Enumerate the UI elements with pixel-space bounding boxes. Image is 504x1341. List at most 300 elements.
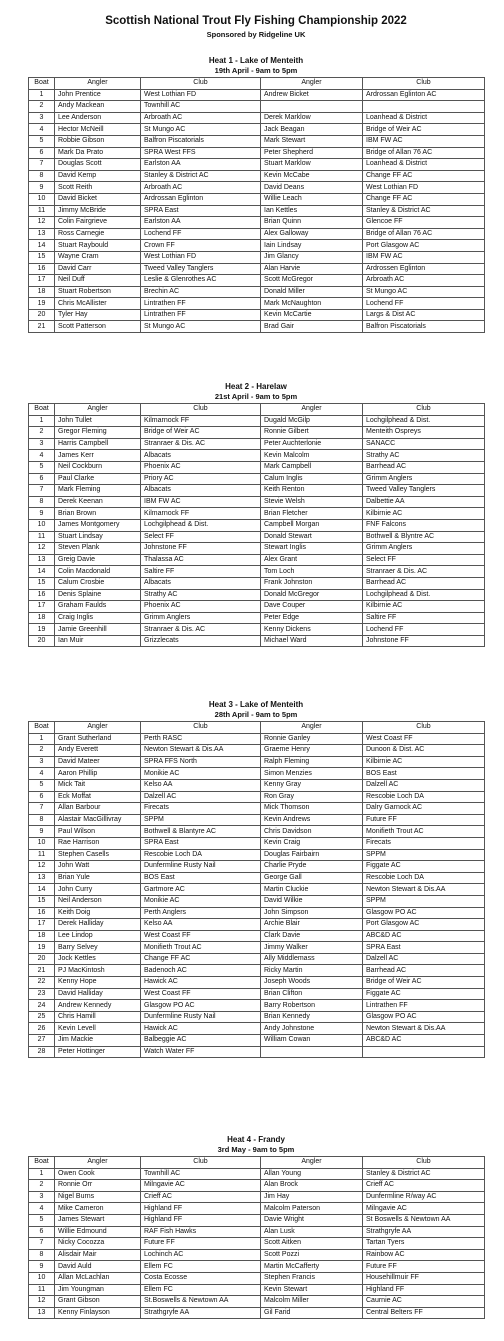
boat-number: 20	[29, 309, 55, 321]
boat-number: 9	[29, 1261, 55, 1273]
angler-name: Andrew Bicket	[261, 89, 363, 101]
club-name: West Coast FF	[141, 988, 261, 1000]
header-boat: Boat	[29, 722, 55, 734]
club-name: Strathgryfe AA	[141, 1307, 261, 1319]
angler-name: Brian Brown	[55, 508, 141, 520]
table-row	[29, 508, 485, 520]
table-row	[29, 589, 485, 601]
club-name: ABC&D AC	[363, 1035, 485, 1047]
boat-number: 2	[29, 427, 55, 439]
club-name: Bridge of Weir AC	[363, 977, 485, 989]
table-row	[29, 884, 485, 896]
angler-name: Derek Halliday	[55, 919, 141, 931]
boat-number: 11	[29, 1284, 55, 1296]
angler-name: Kevin Malcolm	[261, 450, 363, 462]
club-name: Stranraer & Dis. AC	[141, 624, 261, 636]
club-name: Grimm Anglers	[363, 543, 485, 555]
club-name: Loanhead & District	[363, 159, 485, 171]
club-name: Bridge of Allan 76 AC	[363, 228, 485, 240]
boat-number: 4	[29, 124, 55, 136]
angler-name: Stuart Lindsay	[55, 531, 141, 543]
angler-name: Archie Blair	[261, 919, 363, 931]
angler-name: Lee Lindop	[55, 930, 141, 942]
club-name: Milngavie AC	[363, 1203, 485, 1215]
club-name: Gartmore AC	[141, 884, 261, 896]
boat-number: 25	[29, 1011, 55, 1023]
table-row	[29, 182, 485, 194]
club-name: Phoenix AC	[141, 601, 261, 613]
angler-name: Peter Shepherd	[261, 147, 363, 159]
club-name: Barrhead AC	[363, 965, 485, 977]
club-name: Monikie AC	[141, 895, 261, 907]
angler-name: David Mateer	[55, 756, 141, 768]
table-row	[29, 124, 485, 136]
angler-name: James Kerr	[55, 450, 141, 462]
angler-name: Barry Selvey	[55, 942, 141, 954]
table-row	[29, 1168, 485, 1180]
table-row	[29, 1191, 485, 1203]
angler-name: Scott Reith	[55, 182, 141, 194]
angler-name: Joseph Woods	[261, 977, 363, 989]
angler-name: Brian Quinn	[261, 217, 363, 229]
club-name: Johnstone FF	[363, 635, 485, 647]
angler-name: William Cowan	[261, 1035, 363, 1047]
angler-name: David Carr	[55, 263, 141, 275]
boat-number: 15	[29, 251, 55, 263]
angler-name: Derek Keenan	[55, 496, 141, 508]
club-name: Dunfermline Rusty Nail	[141, 861, 261, 873]
angler-name: Keith Doig	[55, 907, 141, 919]
angler-name: Scott Aitken	[261, 1238, 363, 1250]
table-row	[29, 240, 485, 252]
angler-name: James Stewart	[55, 1214, 141, 1226]
angler-name: Colin Fairgrieve	[55, 217, 141, 229]
club-name: Lintrathen FF	[141, 309, 261, 321]
angler-name: Kevin Levell	[55, 1023, 141, 1035]
header-angler: Angler	[55, 78, 141, 90]
table-row	[29, 814, 485, 826]
club-name: SPPM	[141, 814, 261, 826]
table-row	[29, 837, 485, 849]
angler-name: Simon Menzies	[261, 768, 363, 780]
heat-title: Heat 3 - Lake of Menteith	[208, 700, 304, 709]
boat-number: 24	[29, 1000, 55, 1012]
angler-name: John Prentice	[55, 89, 141, 101]
angler-name: Jack Beagan	[261, 124, 363, 136]
club-name: Albacats	[141, 485, 261, 497]
angler-name: Keith Renton	[261, 485, 363, 497]
angler-name: Jim Mackie	[55, 1035, 141, 1047]
club-name: Future FF	[363, 814, 485, 826]
club-name: Ardrossan Eglinton AC	[363, 89, 485, 101]
angler-name: Scott Pozzi	[261, 1249, 363, 1261]
club-name: Kilbirnie AC	[363, 601, 485, 613]
angler-name: Malcolm Miller	[261, 1296, 363, 1308]
club-name: West Coast FF	[363, 733, 485, 745]
boat-number: 11	[29, 531, 55, 543]
table-row	[29, 1046, 485, 1058]
angler-name: Stewart Inglis	[261, 543, 363, 555]
heat-title: Heat 2 - Harelaw	[225, 382, 287, 391]
heat-date: 28th April - 9am to 5pm	[214, 710, 298, 719]
angler-name: Harris Campbell	[55, 438, 141, 450]
angler-name: Derek Marklow	[261, 112, 363, 124]
table-row	[29, 1307, 485, 1319]
table-row	[29, 1203, 485, 1215]
angler-name: Stephen Francis	[261, 1272, 363, 1284]
boat-number: 7	[29, 159, 55, 171]
club-name: Newton Stewart & Dis.AA	[363, 1023, 485, 1035]
boat-number: 11	[29, 205, 55, 217]
boat-number: 17	[29, 275, 55, 287]
club-name: Lochend FF	[363, 298, 485, 310]
club-name: Firecats	[363, 837, 485, 849]
angler-name: John Tullet	[55, 415, 141, 427]
table-row	[29, 756, 485, 768]
club-name: Highland FF	[363, 1284, 485, 1296]
angler-name: Alan Lusk	[261, 1226, 363, 1238]
angler-name: Mark McNaughton	[261, 298, 363, 310]
boat-number: 9	[29, 182, 55, 194]
club-name: Port Glasgow AC	[363, 919, 485, 931]
club-name: Earlston AA	[141, 217, 261, 229]
angler-name: James Montgomery	[55, 519, 141, 531]
angler-name: Mark Campbell	[261, 461, 363, 473]
angler-name: Tyler Hay	[55, 309, 141, 321]
club-name: Crown FF	[141, 240, 261, 252]
table-row	[29, 485, 485, 497]
table-row	[29, 263, 485, 275]
boat-number: 10	[29, 519, 55, 531]
table-row	[29, 1000, 485, 1012]
club-name: Dalzell AC	[141, 791, 261, 803]
table-row	[29, 1272, 485, 1284]
club-name: Highland FF	[141, 1203, 261, 1215]
club-name: Glencoe FF	[363, 217, 485, 229]
club-name: Grimm Anglers	[141, 612, 261, 624]
angler-name: Grant Sutherland	[55, 733, 141, 745]
boat-number: 5	[29, 779, 55, 791]
boat-number: 11	[29, 849, 55, 861]
boat-number: 15	[29, 895, 55, 907]
angler-name: Kevin McCartie	[261, 309, 363, 321]
angler-name: Andy Mackean	[55, 101, 141, 113]
angler-name: Wayne Cram	[55, 251, 141, 263]
angler-name: John Watt	[55, 861, 141, 873]
club-name: Figgate AC	[363, 988, 485, 1000]
angler-name: Dugald McGilp	[261, 415, 363, 427]
boat-number: 1	[29, 1168, 55, 1180]
club-name: Stanley & District AC	[363, 1168, 485, 1180]
header-angler: Angler	[261, 1157, 363, 1169]
angler-name: Neil Cockburn	[55, 461, 141, 473]
angler-name: Charlie Pryde	[261, 861, 363, 873]
club-name: Glasgow PO AC	[141, 1000, 261, 1012]
angler-name: Brad Gair	[261, 321, 363, 333]
angler-name: Nicky Cocozza	[55, 1238, 141, 1250]
table-row	[29, 635, 485, 647]
club-name: SPRA FFS North	[141, 756, 261, 768]
boat-number: 3	[29, 1191, 55, 1203]
angler-name: David Bicket	[55, 193, 141, 205]
club-name: Newton Stewart & Dis.AA	[363, 884, 485, 896]
angler-name: Ronnie Gilbert	[261, 427, 363, 439]
table-row	[29, 251, 485, 263]
table-row	[29, 1238, 485, 1250]
table-row	[29, 112, 485, 124]
club-name: SPRA East	[363, 942, 485, 954]
table-row	[29, 733, 485, 745]
club-name: Badenoch AC	[141, 965, 261, 977]
angler-name: Grant Gibson	[55, 1296, 141, 1308]
club-name	[363, 1046, 485, 1058]
club-name: West Lothian FD	[141, 89, 261, 101]
table-row	[29, 135, 485, 147]
boat-number: 6	[29, 147, 55, 159]
club-name: Saltire FF	[363, 612, 485, 624]
angler-name: George Gall	[261, 872, 363, 884]
angler-name: Gil Farid	[261, 1307, 363, 1319]
header-angler: Angler	[55, 404, 141, 416]
club-name: Dalzell AC	[363, 779, 485, 791]
boat-number: 3	[29, 438, 55, 450]
angler-name: David Deans	[261, 182, 363, 194]
table-row	[29, 286, 485, 298]
angler-name: Mark Da Prato	[55, 147, 141, 159]
boat-number: 2	[29, 1180, 55, 1192]
club-name: Balbeggie AC	[141, 1035, 261, 1047]
table-row	[29, 930, 485, 942]
heat-date: 21st April - 9am to 5pm	[214, 392, 298, 401]
club-name: Rescobie Loch DA	[363, 872, 485, 884]
heat-table	[28, 77, 485, 333]
boat-number: 27	[29, 1035, 55, 1047]
club-name: Arbroath AC	[141, 182, 261, 194]
angler-name: Eck Moffat	[55, 791, 141, 803]
club-name: Dunfermline R/way AC	[363, 1191, 485, 1203]
angler-name: Peter Hottinger	[55, 1046, 141, 1058]
sponsor-line: Sponsored by Ridgeline UK	[206, 30, 306, 39]
angler-name: Calum Inglis	[261, 473, 363, 485]
angler-name: Douglas Scott	[55, 159, 141, 171]
club-name: Bridge of Allan 76 AC	[363, 147, 485, 159]
table-row	[29, 601, 485, 613]
angler-name: Steven Plank	[55, 543, 141, 555]
club-name: Kilbirnie AC	[363, 756, 485, 768]
table-row	[29, 849, 485, 861]
table-row	[29, 309, 485, 321]
boat-number: 12	[29, 543, 55, 555]
club-name: Kilmarnock FF	[141, 508, 261, 520]
club-name: West Lothian FD	[141, 251, 261, 263]
club-name: Stanley & District AC	[363, 205, 485, 217]
boat-number: 5	[29, 135, 55, 147]
boat-number: 16	[29, 263, 55, 275]
club-name: Change FF AC	[363, 170, 485, 182]
club-name: Priory AC	[141, 473, 261, 485]
club-name: Dalry Garnock AC	[363, 803, 485, 815]
header-angler: Angler	[261, 404, 363, 416]
header-club: Club	[363, 1157, 485, 1169]
header-boat: Boat	[29, 78, 55, 90]
angler-name: Stuart Robertson	[55, 286, 141, 298]
angler-name: Kenny Dickens	[261, 624, 363, 636]
boat-number: 16	[29, 589, 55, 601]
table-row	[29, 101, 485, 113]
boat-number: 7	[29, 485, 55, 497]
angler-name: Kevin Craig	[261, 837, 363, 849]
club-name: Barrhead AC	[363, 461, 485, 473]
club-name: BOS East	[141, 872, 261, 884]
boat-number: 14	[29, 884, 55, 896]
club-name: Balfron Piscatorials	[141, 135, 261, 147]
club-name: Dunoon & Dist. AC	[363, 745, 485, 757]
boat-number: 13	[29, 1307, 55, 1319]
table-row	[29, 1226, 485, 1238]
club-name: Glasgow PO AC	[363, 1011, 485, 1023]
table-row	[29, 496, 485, 508]
club-name: Albacats	[141, 577, 261, 589]
angler-name: Alan Harvie	[261, 263, 363, 275]
angler-name: Robbie Gibson	[55, 135, 141, 147]
heat-section	[28, 1135, 484, 1319]
heat-title: Heat 4 - Frandy	[227, 1135, 285, 1144]
table-row	[29, 193, 485, 205]
boat-number: 12	[29, 1296, 55, 1308]
angler-name: Kevin Andrews	[261, 814, 363, 826]
club-name: RAF Fish Hawks	[141, 1226, 261, 1238]
angler-name: Kenny Gray	[261, 779, 363, 791]
club-name: Crieff AC	[141, 1191, 261, 1203]
club-name: Kelso AA	[141, 919, 261, 931]
table-row	[29, 803, 485, 815]
club-name: Bothwell & Blyntre AC	[363, 531, 485, 543]
boat-number: 5	[29, 461, 55, 473]
angler-name: Ronnie Ganley	[261, 733, 363, 745]
table-row	[29, 438, 485, 450]
heat-section	[28, 56, 484, 333]
header-club: Club	[363, 404, 485, 416]
boat-number: 13	[29, 872, 55, 884]
table-row	[29, 450, 485, 462]
club-name: Ellem FC	[141, 1261, 261, 1273]
heat-section	[28, 700, 484, 1058]
table-row	[29, 1011, 485, 1023]
angler-name	[261, 1046, 363, 1058]
table-row	[29, 745, 485, 757]
boat-number: 4	[29, 768, 55, 780]
club-name: Grimm Anglers	[363, 473, 485, 485]
boat-number: 14	[29, 566, 55, 578]
table-row	[29, 473, 485, 485]
angler-name: Nigel Burns	[55, 1191, 141, 1203]
angler-name: Jim Youngman	[55, 1284, 141, 1296]
boat-number: 13	[29, 554, 55, 566]
club-name: Hawick AC	[141, 977, 261, 989]
angler-name: Peter Edge	[261, 612, 363, 624]
boat-number: 21	[29, 965, 55, 977]
angler-name: Ian Muir	[55, 635, 141, 647]
club-name: Lochend FF	[141, 228, 261, 240]
boat-number: 14	[29, 240, 55, 252]
angler-name: Stevie Welsh	[261, 496, 363, 508]
angler-name: David Wilkie	[261, 895, 363, 907]
angler-name: Barry Robertson	[261, 1000, 363, 1012]
club-name: Bridge of Weir AC	[141, 427, 261, 439]
club-name: Milngavie AC	[141, 1180, 261, 1192]
table-row	[29, 427, 485, 439]
angler-name: Paul Clarke	[55, 473, 141, 485]
boat-number: 10	[29, 1272, 55, 1284]
angler-name: Ronnie Orr	[55, 1180, 141, 1192]
table-row	[29, 554, 485, 566]
header-boat: Boat	[29, 404, 55, 416]
club-name: Ardrossan Eglinton	[141, 193, 261, 205]
club-name: Future FF	[363, 1261, 485, 1273]
boat-number: 23	[29, 988, 55, 1000]
club-name: Tartan Tyers	[363, 1238, 485, 1250]
angler-name: Martin McCafferty	[261, 1261, 363, 1273]
header-boat: Boat	[29, 1157, 55, 1169]
heat-title: Heat 1 - Lake of Menteith	[208, 56, 304, 65]
angler-name: Graham Faulds	[55, 601, 141, 613]
club-name: Caurnie AC	[363, 1296, 485, 1308]
club-name: Grizzlecats	[141, 635, 261, 647]
club-name: SANACC	[363, 438, 485, 450]
angler-name: Brian Fletcher	[261, 508, 363, 520]
angler-name: Scott Patterson	[55, 321, 141, 333]
boat-number: 26	[29, 1023, 55, 1035]
club-name: Bridge of Weir AC	[363, 124, 485, 136]
angler-name: David Auld	[55, 1261, 141, 1273]
angler-name: Willie Leach	[261, 193, 363, 205]
boat-number: 2	[29, 745, 55, 757]
club-name: Firecats	[141, 803, 261, 815]
club-name: Barrhead AC	[363, 577, 485, 589]
club-name: Lochgilphead & Dist.	[363, 589, 485, 601]
header-club: Club	[141, 404, 261, 416]
club-name: Crieff AC	[363, 1180, 485, 1192]
angler-name: Mick Thomson	[261, 803, 363, 815]
boat-number: 20	[29, 953, 55, 965]
angler-name: Ross Carnegie	[55, 228, 141, 240]
club-name: SPPM	[363, 849, 485, 861]
angler-name: Jimmy McBride	[55, 205, 141, 217]
angler-name: Rae Harrison	[55, 837, 141, 849]
angler-name: Scott McGregor	[261, 275, 363, 287]
club-name: Earlston AA	[141, 159, 261, 171]
table-row	[29, 415, 485, 427]
club-name: BOS East	[363, 768, 485, 780]
angler-name: David Kemp	[55, 170, 141, 182]
angler-name: David Halliday	[55, 988, 141, 1000]
club-name: Kelso AA	[141, 779, 261, 791]
heat-section	[28, 382, 484, 647]
page-title: Scottish National Trout Fly Fishing Championship 2022	[105, 15, 407, 27]
angler-name: Donald McGregor	[261, 589, 363, 601]
table-row	[29, 942, 485, 954]
angler-name: Kevin McCabe	[261, 170, 363, 182]
club-name: Lochinch AC	[141, 1249, 261, 1261]
table-header-row	[29, 78, 485, 90]
boat-number: 22	[29, 977, 55, 989]
table-row	[29, 321, 485, 333]
angler-name: Kenny Finlayson	[55, 1307, 141, 1319]
club-name: Monifieth Trout AC	[141, 942, 261, 954]
angler-name: Tom Loch	[261, 566, 363, 578]
boat-number: 17	[29, 601, 55, 613]
boat-number: 4	[29, 450, 55, 462]
